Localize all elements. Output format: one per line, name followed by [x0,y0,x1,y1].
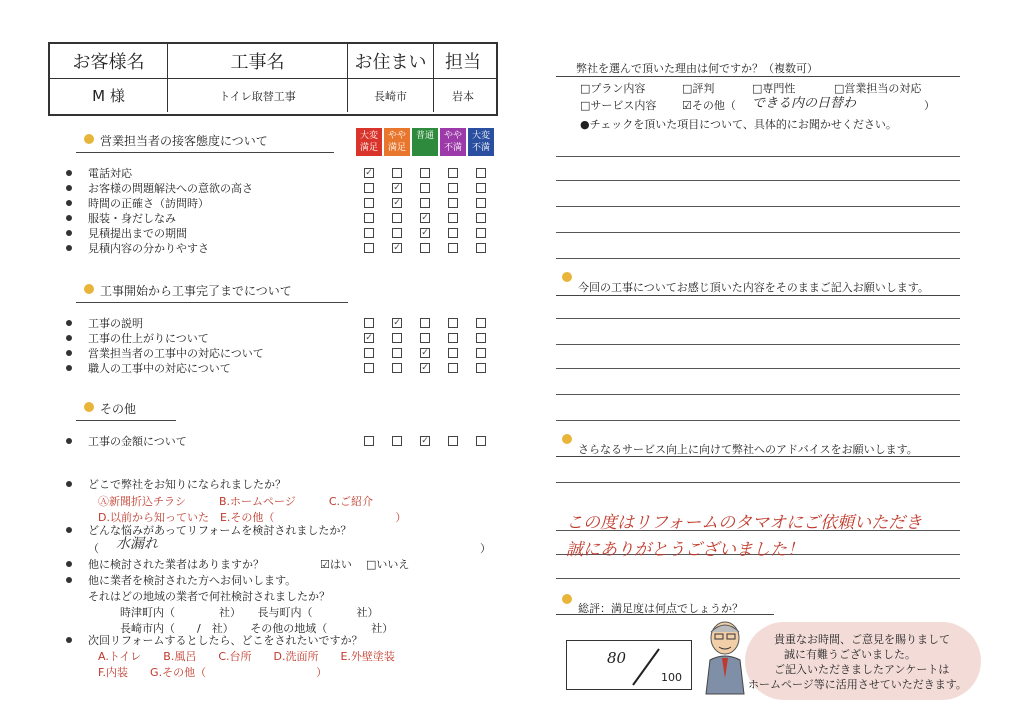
impression-question: 今回の工事についてお感じ頂いた内容をそのままご記入お願いします。 [578,281,929,294]
rating-checkbox[interactable] [448,348,458,358]
rating-checkbox[interactable] [364,348,374,358]
divider [556,295,960,296]
answer-line [556,318,960,319]
section-underline [76,420,176,421]
bullet [66,438,72,444]
thanks-line-1: 貴重なお時間、ご意見を賜りまして [774,633,950,646]
q5-options-1: A.トイレ B.風呂 C.台所 D.洗面所 E.外壁塗装 [98,650,395,663]
rating-checkbox[interactable]: ✓ [421,228,429,238]
rating-checkbox[interactable] [392,363,402,373]
rating-checkbox[interactable] [364,363,374,373]
rating-checkbox[interactable] [364,318,374,328]
divider [556,76,960,77]
q1-options-2: D.以前から知っていた E.その他（ ） [98,511,407,524]
bullet [66,365,72,371]
rating-item-label: 職人の工事中の対応について [88,362,231,375]
rating-checkbox[interactable] [476,348,486,358]
reason-question: 弊社を選んで頂いた理由は何ですか？（複数可） [576,62,818,75]
rating-checkbox[interactable]: ✓ [421,348,429,358]
section-underline [76,152,334,153]
rating-checkbox[interactable] [420,333,430,343]
score-question: 総評：満足度は何点でしょうか？ [578,602,743,615]
answer-line [556,394,960,395]
divider [556,456,960,457]
rating-item-label: 服装・身だしなみ [88,212,176,225]
bullet [66,185,72,191]
col-customer-label: お客様名 [50,44,168,78]
answer-line [556,578,960,579]
thanks-line-2: 誠に有難うございました。 [784,648,916,661]
rating-checkbox[interactable] [476,333,486,343]
staff-name: 岩本 [452,89,474,103]
bulb-icon [562,272,572,282]
rating-checkbox[interactable] [476,183,486,193]
rating-checkbox[interactable] [448,213,458,223]
rating-checkbox[interactable] [420,243,430,253]
rating-checkbox[interactable]: ✓ [365,168,373,178]
rating-checkbox[interactable] [448,168,458,178]
rating-checkbox[interactable] [476,363,486,373]
advice-handwritten-2: 誠にありがとうございました！ [566,540,804,560]
advice-question: さらなるサービス向上に向けて弊社へのアドバイスをお願いします。 [578,443,918,456]
rating-item-label: 営業担当者の工事中の対応について [88,347,264,360]
bullet [66,170,72,176]
rating-checkbox[interactable] [420,318,430,328]
rating-checkbox[interactable]: ✓ [393,243,401,253]
section-underline [76,302,348,303]
answer-line [556,344,960,345]
rating-checkbox[interactable] [392,333,402,343]
rating-checkbox[interactable] [476,168,486,178]
detail-question: ●チェックを頂いた項目について、具体的にお聞かせください。 [580,118,897,131]
rating-item-label: お客様の問題解決への意欲の高さ [88,182,253,195]
rating-checkbox[interactable] [364,243,374,253]
answer-line [556,232,960,233]
opt-review: □評判 [682,82,715,95]
col-staff-label: 担当 [445,52,481,73]
thanks-line-3: ご記入いただきましたアンケートは [774,663,950,676]
rating-checkbox[interactable] [392,213,402,223]
rating-item-label: 見積内容の分かりやすさ [88,242,209,255]
q2-close-paren: ） [480,542,491,555]
q4-line2: 長崎市内（ / 社） その他の地域（ 社） [120,622,394,635]
bullet [66,350,72,356]
rating-item-label: 工事の説明 [88,317,143,330]
answer-line [556,156,960,157]
rating-checkbox[interactable] [476,213,486,223]
bulb-icon [562,594,572,604]
rating-checkbox[interactable] [364,213,374,223]
section3-title: その他 [100,402,137,416]
rating-item-label: 工事の金額について [88,435,187,448]
rating-checkbox[interactable] [448,363,458,373]
score-box [566,640,692,690]
answer-line [556,180,960,181]
rating-checkbox[interactable] [448,198,458,208]
opt-staff: □営業担当の対応 [834,82,922,95]
col-work-label: 工事名 [168,44,348,78]
rating-checkbox[interactable] [448,436,458,446]
rating-checkbox[interactable] [420,183,430,193]
rating-checkbox[interactable]: ✓ [421,213,429,223]
bullet [66,577,72,583]
work-name: トイレ取替工事 [168,79,348,112]
rating-item-label: 見積提出までの期間 [88,227,187,240]
rating-checkbox[interactable] [392,228,402,238]
rating-checkbox[interactable] [392,168,402,178]
bullet [66,335,72,341]
q4-line1: 時津町内（ 社） 長与町内（ 社） [120,606,379,619]
rating-level-label: やや 不満 [440,128,466,156]
rating-checkbox[interactable] [476,228,486,238]
opt-service: □サービス内容 [580,99,657,112]
bullet [66,561,72,567]
rating-checkbox[interactable] [448,333,458,343]
rating-checkbox[interactable] [364,183,374,193]
q1-options-1: Ⓐ新聞折込チラシ B.ホームページ C.ご紹介 [98,495,373,508]
rating-checkbox[interactable] [448,243,458,253]
rating-checkbox[interactable]: ✓ [393,183,401,193]
q4-sub: それはどの地域の業者で何社検討されましたか？ [88,590,330,603]
answer-line [556,206,960,207]
rating-item-label: 電話対応 [88,167,132,180]
opt-pro: □専門性 [752,82,796,95]
rating-checkbox[interactable] [448,318,458,328]
bullet [66,230,72,236]
rating-checkbox[interactable]: ✓ [393,198,401,208]
q3-question: 他に検討された業者はありますか？ [88,558,264,571]
bullet [66,637,72,643]
rating-level-label: 大変 満足 [356,128,382,156]
opt-plan: □プラン内容 [580,82,646,95]
advice-handwritten-1: この度はリフォームのタマオにご依頼いただき [566,513,923,533]
rating-checkbox[interactable]: ✓ [393,318,401,328]
divider [556,614,774,615]
rating-checkbox[interactable] [420,168,430,178]
bulb-icon [84,134,94,144]
rating-level-label: 普通 [412,128,438,156]
rating-checkbox[interactable]: ✓ [421,363,429,373]
bullet [66,320,72,326]
q5-question: 次回リフォームするとしたら、どこをされたいですか？ [88,634,363,647]
bulb-icon [84,402,94,412]
bullet [66,245,72,251]
q1-question: どこで弊社をお知りになられましたか？ [88,478,286,491]
rating-checkbox[interactable] [476,318,486,328]
customer-info-table [48,42,498,116]
col-address-label: お住まい [348,44,434,78]
rating-checkbox[interactable] [476,243,486,253]
address: 長崎市 [348,79,434,112]
rating-checkbox[interactable] [420,198,430,208]
rating-item-label: 時間の正確さ（訪問時） [88,197,209,210]
q2-question: どんな悩みがあってリフォームを検討されましたか？ [88,524,352,537]
rating-checkbox[interactable] [448,183,458,193]
rating-checkbox[interactable]: ✓ [421,436,429,446]
bullet [66,527,72,533]
rating-checkbox[interactable] [392,348,402,358]
bullet [66,481,72,487]
rating-checkbox[interactable] [364,228,374,238]
answer-line [556,368,960,369]
rating-checkbox[interactable] [364,436,374,446]
staff-illustration [700,618,750,696]
other-handwritten: できる内の日替わ [752,96,857,111]
bullet [66,200,72,206]
bulb-icon [84,284,94,294]
rating-checkbox[interactable]: ✓ [365,333,373,343]
rating-level-label: 大変 不満 [468,128,494,156]
opt-other: ☑その他（ [682,99,736,112]
section2-title: 工事開始から工事完了までについて [100,284,292,298]
rating-checkbox[interactable] [392,436,402,446]
q5-options-2: F.内装 G.その他（ ） [98,666,328,679]
answer-line [556,420,960,421]
score-max: 100 [661,671,682,684]
opt-other-close: ） [924,99,935,112]
rating-checkbox[interactable] [476,436,486,446]
rating-checkbox[interactable] [448,228,458,238]
customer-name: M 様 [50,79,168,112]
bulb-icon [562,434,572,444]
q4-question: 他に業者を検討された方へお伺いします。 [88,574,297,587]
thanks-line-4: ホームページ等に活用させていただきます。 [748,678,967,691]
answer-line [556,482,960,483]
q2-open-paren: （ [88,542,99,555]
rating-checkbox[interactable] [364,198,374,208]
q3-no: □いいえ [366,558,410,571]
rating-level-label: やや 満足 [384,128,410,156]
bullet [66,215,72,221]
rating-checkbox[interactable] [476,198,486,208]
rating-item-label: 工事の仕上がりについて [88,332,209,345]
section1-title: 営業担当者の接客態度について [100,134,268,148]
answer-line [556,258,960,259]
q3-yes: ☑はい [320,558,352,571]
score-value: 80 [607,649,627,667]
q2-handwritten-answer: 水漏れ [116,536,158,552]
